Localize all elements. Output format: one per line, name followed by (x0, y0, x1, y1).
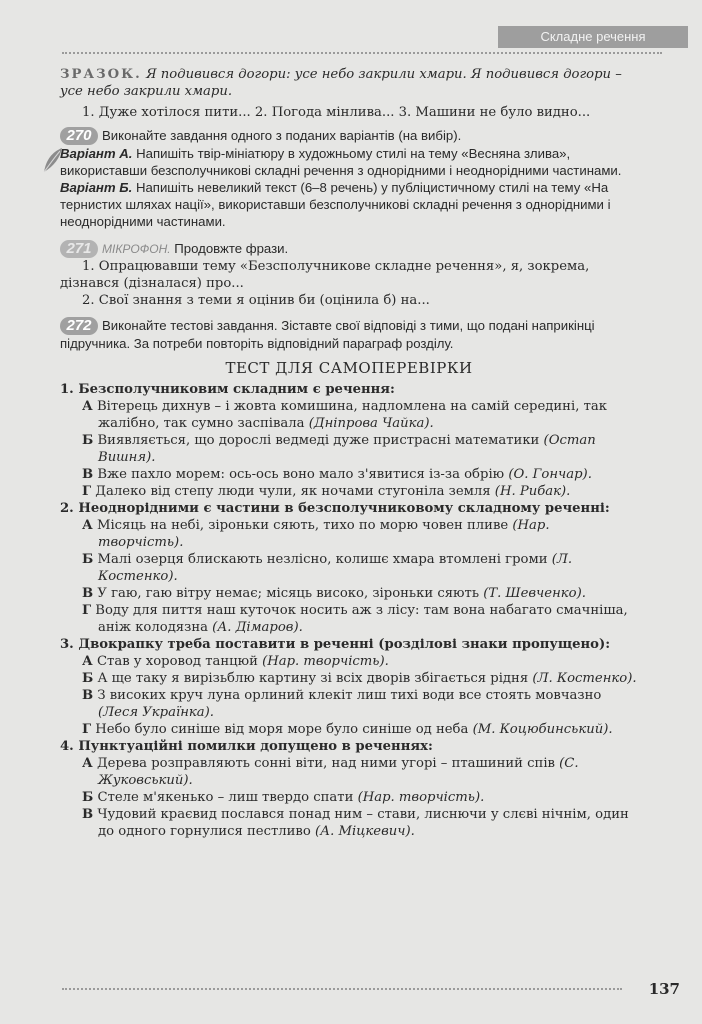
task-271 (60, 240, 638, 309)
option-text: Далеко від степу люди чули, як ночами стугоніла земля (91, 484, 495, 499)
option-source: (Л. Костенко). (98, 552, 573, 584)
option-text: Стеле м'якенько – лиш твердо спати (93, 790, 358, 805)
answer-option (60, 398, 638, 432)
answer-option (60, 687, 638, 721)
sample-text: Я подивився догори: усе небо закрили хмари. Я подивився догори – усе небо закрили хмари. (60, 67, 622, 99)
option-letter: В (82, 586, 94, 601)
answer-option (60, 670, 638, 687)
option-letter: Б (82, 433, 94, 448)
option-source: (Дніпрова Чайка). (308, 416, 434, 431)
option-source: (Нар. творчість). (262, 654, 389, 669)
answer-option (60, 602, 638, 636)
variant-b-label: Варіант Б. (60, 180, 133, 195)
test-title: ТЕСТ ДЛЯ САМОПЕРЕВІРКИ (225, 359, 473, 377)
option-letter: А (82, 518, 93, 533)
option-source: (Нар. творчість). (98, 518, 550, 550)
task-text: Продовжте фрази. (170, 241, 289, 256)
answer-option (60, 653, 638, 670)
answer-option (60, 466, 638, 483)
option-letter: Б (82, 790, 94, 805)
page-content (60, 66, 638, 840)
microphone-label: МІКРОФОН. (102, 242, 171, 256)
task-number-badge: 272 (60, 317, 98, 335)
option-letter: В (82, 467, 94, 482)
answer-option (60, 806, 638, 840)
answer-option (60, 551, 638, 585)
option-text: Став у хоровод танцюй (92, 654, 263, 669)
sample-paragraph (60, 66, 638, 100)
test-question: 2. Неоднорідними є частини в безсполучниковому складному реченні: (60, 501, 610, 516)
task-271-item-2: 2. Свої знання з теми я оцінив би (оцінила б) на... (82, 293, 430, 308)
test-questions (60, 381, 638, 840)
option-text: Малі озерця блискають незлісно, колишє хмара втомлені громи (93, 552, 552, 567)
task-number-badge: 271 (60, 240, 98, 258)
option-letter: А (82, 399, 93, 414)
option-text: Чудовий краєвид послався понад ним – стави, лиснючи у слєві нічнім, один до одного горнулися пестливо (93, 807, 629, 839)
option-source: (О. Гончар). (508, 467, 592, 482)
option-source: (А. Міцкевич). (314, 824, 415, 839)
answer-option (60, 432, 638, 466)
option-letter: Б (82, 671, 94, 686)
variant-b-text: Напишіть невеликий текст (6–8 речень) у публіцистичному стилі на тему «На тернистих шляхах нації», використавши безсполучникові складні речення з однорідними і неоднорідними частинами. (60, 180, 611, 229)
section-tab: Складне речення (498, 26, 688, 48)
option-text: Місяць на небі, зіроньки сяють, тихо по морю човен пливе (92, 518, 513, 533)
task-271-item-1: 1. Опрацювавши тему «Безсполучникове складне речення», я, зокрема, дізнався (дізналася) про... (60, 259, 590, 291)
option-text: У гаю, гаю вітру немає; місяць високо, зіроньки сяють (93, 586, 484, 601)
option-text: Дерева розправляють сонні віти, над ними угорі – пташиний спів (92, 756, 560, 771)
option-text: Вже пахло морем: ось-ось воно мало з'явитися із-за обрію (93, 467, 509, 482)
exercise-line: 1. Дуже хотілося пити... 2. Погода мінлива... 3. Машини не було видно... (82, 105, 591, 120)
option-source: (М. Коцюбинський). (472, 722, 613, 737)
option-source: (Н. Рибак). (494, 484, 571, 499)
option-source: (Т. Шевченко). (483, 586, 586, 601)
answer-option (60, 483, 638, 500)
option-letter: В (82, 688, 94, 703)
option-source: (С. Жуковський). (98, 756, 579, 788)
option-letter: Б (82, 552, 94, 567)
option-letter: Г (82, 603, 92, 618)
option-letter: Г (82, 722, 92, 737)
page-number: 137 (648, 980, 680, 998)
task-272 (60, 317, 638, 352)
task-text: Виконайте завдання одного з поданих варіантів (на вибір). (102, 128, 462, 143)
option-source: (А. Дімаров). (212, 620, 303, 635)
task-text: Виконайте тестові завдання. Зіставте свої відповіді з тими, що подані наприкінці підручника. За потреби повторіть відповідний параграф розділу. (60, 318, 595, 351)
option-text: Виявляється, що дорослі ведмеді дуже пристрасні математики (93, 433, 544, 448)
answer-option (60, 789, 638, 806)
answer-option (60, 585, 638, 602)
option-source: (Нар. творчість). (357, 790, 485, 805)
test-question: 1. Безсполучниковим складним є речення: (60, 382, 395, 397)
option-letter: В (82, 807, 94, 822)
answer-option (60, 755, 638, 789)
test-question: 3. Двокрапку треба поставити в реченні (розділові знаки пропущено): (60, 637, 611, 652)
option-letter: А (82, 654, 93, 669)
option-text: Воду для пиття наш куточок носить аж з лісу: там вона набагато смачніша, аніж колодязна (91, 603, 628, 635)
option-source: (Леся Українка). (98, 705, 214, 720)
variant-a-label: Варіант А. (60, 146, 133, 161)
answer-option (60, 721, 638, 738)
task-270 (60, 127, 638, 230)
sample-label: ЗРАЗОК. (60, 67, 142, 82)
option-text: А ще таку я вирізьблю картину зі всіх дворів збігається рідня (93, 671, 533, 686)
option-text: Небо було синіше від моря море було синіше од неба (91, 722, 473, 737)
option-letter: А (82, 756, 93, 771)
test-question: 4. Пунктуаційні помилки допущено в реченнях: (60, 739, 433, 754)
variant-a-text: Напишіть твір-мініатюру в художньому стилі на тему «Весняна злива», використавши безсполучникові складні речення з однорідними і неоднорідними частинами. (60, 146, 622, 178)
option-source: (Остап Вишня). (98, 433, 596, 465)
task-number-badge: 270 (60, 127, 98, 145)
answer-option (60, 517, 638, 551)
option-source: (Л. Костенко). (532, 671, 637, 686)
option-text: Вітерець дихнув – і жовта комишина, надломлена на самій середині, так жалібно, так сумно заспівала (92, 399, 607, 431)
option-text: З високих круч луна орлиний клекіт лиш тихі води все стоять мовчазно (93, 688, 602, 703)
option-letter: Г (82, 484, 92, 499)
bottom-dotted-rule (62, 988, 622, 990)
